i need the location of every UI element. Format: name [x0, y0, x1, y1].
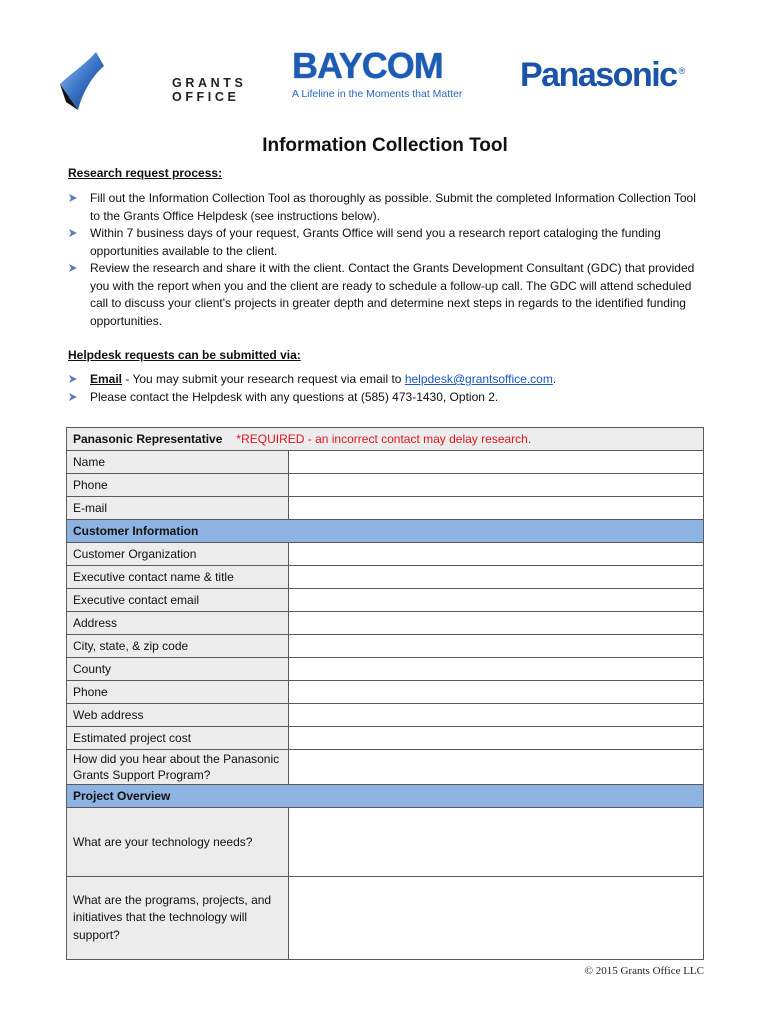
- copyright: © 2015 Grants Office LLC: [584, 965, 704, 977]
- programs-input[interactable]: [289, 877, 704, 960]
- logo-bar: [0, 44, 770, 114]
- bullet-arrow-icon: [68, 374, 78, 384]
- field-label: Phone: [67, 681, 289, 704]
- grants-office-logo: [56, 50, 256, 112]
- field-label: What are your technology needs?: [67, 808, 289, 877]
- list-item: Fill out the Information Collection Tool as thoroughly as possible. Submit the completed Information Collection Tool to the Grants Office Helpdesk (see instructions below).: [68, 190, 708, 225]
- table-row: [67, 750, 704, 785]
- executive-contact-email-input[interactable]: [289, 589, 704, 612]
- bullet-arrow-icon: [68, 228, 78, 238]
- table-row: [67, 474, 704, 497]
- grants-office-wordmark: GRANTS OFFICE: [172, 76, 247, 104]
- table-row: [67, 635, 704, 658]
- table-row: [67, 589, 704, 612]
- city-state-zip-input[interactable]: [289, 635, 704, 658]
- panasonic-wordmark: Panasonic: [520, 56, 677, 94]
- project-header-row: [67, 785, 704, 808]
- registered-mark: ®: [678, 65, 686, 76]
- research-heading: Research request process:: [68, 166, 223, 180]
- field-label: Executive contact email: [67, 589, 289, 612]
- bullet-arrow-icon: [68, 193, 78, 203]
- table-row: [67, 543, 704, 566]
- field-label: E-mail: [67, 497, 289, 520]
- panasonic-logo: [520, 56, 685, 95]
- baycom-wordmark: BAYCOM: [292, 45, 443, 86]
- executive-contact-name-input[interactable]: [289, 566, 704, 589]
- table-row: [67, 451, 704, 474]
- required-note: *REQUIRED - an incorrect contact may delay research.: [236, 432, 532, 446]
- customer-section-title: Customer Information: [67, 520, 704, 543]
- helpdesk-email-link[interactable]: helpdesk@grantsoffice.com: [404, 372, 553, 386]
- field-label: Estimated project cost: [67, 727, 289, 750]
- list-item: Within 7 business days of your request, Grants Office will send you a research report cataloging the funding opportunities available to the client.: [68, 225, 708, 260]
- rep-email-input[interactable]: [289, 497, 704, 520]
- table-row: [67, 681, 704, 704]
- page-title: Information Collection Tool: [262, 135, 508, 156]
- address-input[interactable]: [289, 612, 704, 635]
- rep-phone-input[interactable]: [289, 474, 704, 497]
- table-row: [67, 727, 704, 750]
- table-row: [67, 497, 704, 520]
- county-input[interactable]: [289, 658, 704, 681]
- helpdesk-bullet-list: [68, 371, 708, 406]
- table-row: [67, 704, 704, 727]
- list-item: Please contact the Helpdesk with any questions at (585) 473-1430, Option 2.: [68, 389, 708, 407]
- customer-organization-input[interactable]: [289, 543, 704, 566]
- baycom-logo: [292, 45, 477, 100]
- customer-header-row: [67, 520, 704, 543]
- field-label: Name: [67, 451, 289, 474]
- field-label: What are the programs, projects, and initiatives that the technology will support?: [67, 877, 289, 960]
- table-row: [67, 658, 704, 681]
- bullet-arrow-icon: [68, 392, 78, 402]
- project-cost-input[interactable]: [289, 727, 704, 750]
- rep-section-title: Panasonic Representative: [73, 432, 223, 446]
- table-row: [67, 566, 704, 589]
- table-row: [67, 612, 704, 635]
- field-label: Web address: [67, 704, 289, 727]
- field-label: Customer Organization: [67, 543, 289, 566]
- information-form: [66, 427, 704, 960]
- field-label: County: [67, 658, 289, 681]
- bullet-arrow-icon: [68, 263, 78, 273]
- technology-needs-input[interactable]: [289, 808, 704, 877]
- rep-header-row: [67, 428, 704, 451]
- hear-about-input[interactable]: [289, 750, 704, 785]
- web-address-input[interactable]: [289, 704, 704, 727]
- field-label: Executive contact name & title: [67, 566, 289, 589]
- baycom-tagline: A Lifeline in the Moments that Matter: [292, 88, 463, 100]
- list-item: Email - You may submit your research request via email to helpdesk@grantsoffice.com.: [68, 371, 708, 389]
- field-label: Address: [67, 612, 289, 635]
- field-label: City, state, & zip code: [67, 635, 289, 658]
- helpdesk-heading: Helpdesk requests can be submitted via:: [68, 348, 301, 362]
- table-row: [67, 877, 704, 960]
- field-label: Phone: [67, 474, 289, 497]
- rep-name-input[interactable]: [289, 451, 704, 474]
- research-bullet-list: [68, 190, 708, 330]
- customer-phone-input[interactable]: [289, 681, 704, 704]
- field-label: How did you hear about the Panasonic Grants Support Program?: [67, 750, 289, 785]
- table-row: [67, 808, 704, 877]
- email-label: Email: [90, 372, 123, 386]
- grants-office-emblem-icon: [56, 50, 116, 112]
- list-item: Review the research and share it with the client. Contact the Grants Development Consultant (GDC) that provided you with the report when you and the client are ready to schedule a follow-up call. The GDC will attend scheduled call to discuss your client's projects in greater depth and determine next steps in regards to the identified funding opportunities.: [68, 260, 708, 330]
- project-section-title: Project Overview: [67, 785, 704, 808]
